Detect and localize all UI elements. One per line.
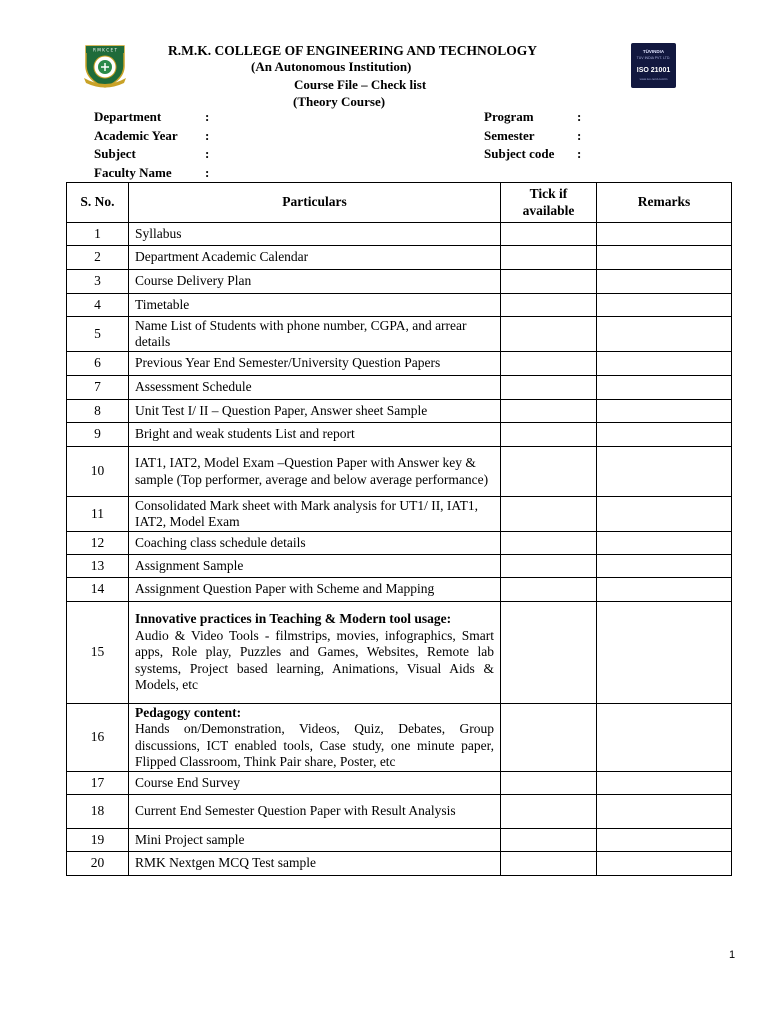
remarks-cell[interactable] (597, 795, 732, 829)
row-particulars: Previous Year End Semester/University Question Papers (129, 352, 501, 376)
tick-cell[interactable] (501, 246, 597, 270)
row-number: 11 (67, 497, 129, 532)
table-row (67, 294, 732, 317)
table-row (67, 246, 732, 270)
remarks-cell[interactable] (597, 772, 732, 795)
remarks-cell[interactable] (597, 555, 732, 578)
iso-certification-logo: TÜVINDIA TUV INDIA PVT. LTD. ISO 21001 www.tuv-nord.com/in (631, 43, 676, 88)
tick-cell[interactable] (501, 532, 597, 555)
row-particulars (129, 704, 501, 772)
tick-cell[interactable] (501, 704, 597, 772)
row-number: 3 (67, 270, 129, 294)
table-row (67, 772, 732, 795)
tick-cell[interactable] (501, 376, 597, 400)
table-row (67, 270, 732, 294)
header-particulars: Particulars (129, 183, 501, 223)
tick-cell[interactable] (501, 423, 597, 447)
table-row (67, 704, 732, 772)
remarks-cell[interactable] (597, 400, 732, 423)
row-number: 19 (67, 829, 129, 852)
tick-cell[interactable] (501, 555, 597, 578)
row-number: 14 (67, 578, 129, 602)
row-heading: Innovative practices in Teaching & Modern tool usage: (135, 611, 452, 627)
remarks-cell[interactable] (597, 829, 732, 852)
checklist-table (66, 182, 732, 876)
table-row (67, 795, 732, 829)
remarks-cell[interactable] (597, 376, 732, 400)
row-particulars: RMK Nextgen MCQ Test sample (129, 852, 501, 876)
table-row (67, 317, 732, 352)
table-row (67, 352, 732, 376)
row-number: 16 (67, 704, 129, 772)
row-heading: Pedagogy content: (135, 704, 242, 720)
row-number: 6 (67, 352, 129, 376)
logo-lettering: R M K C E T (92, 47, 118, 53)
table-row (67, 447, 732, 497)
table-row (67, 578, 732, 602)
remarks-cell[interactable] (597, 223, 732, 246)
tick-cell[interactable] (501, 400, 597, 423)
subject-label: Subject (94, 146, 136, 161)
tick-cell[interactable] (501, 223, 597, 246)
table-header-row (67, 183, 732, 223)
tick-cell[interactable] (501, 578, 597, 602)
remarks-cell[interactable] (597, 447, 732, 497)
remarks-cell[interactable] (597, 294, 732, 317)
department-colon: : (205, 109, 210, 124)
row-particulars: Assignment Question Paper with Scheme and Mapping (129, 578, 501, 602)
tick-cell[interactable] (501, 270, 597, 294)
row-number: 12 (67, 532, 129, 555)
row-particulars: Department Academic Calendar (129, 246, 501, 270)
remarks-cell[interactable] (597, 317, 732, 352)
academic-year-label: Academic Year (94, 128, 178, 143)
row-particulars: Assignment Sample (129, 555, 501, 578)
remarks-cell[interactable] (597, 352, 732, 376)
remarks-cell[interactable] (597, 532, 732, 555)
row-particulars (129, 602, 501, 704)
row-particulars: Course End Survey (129, 772, 501, 795)
row-particulars: Coaching class schedule details (129, 532, 501, 555)
page-number: 1 (729, 949, 736, 961)
header-remarks: Remarks (597, 183, 732, 223)
remarks-cell[interactable] (597, 246, 732, 270)
remarks-cell[interactable] (597, 578, 732, 602)
table-row (67, 602, 732, 704)
row-number: 8 (67, 400, 129, 423)
row-particulars: IAT1, IAT2, Model Exam –Question Paper with Answer key & sample (Top performer, average and below average performance) (129, 447, 501, 497)
header-sno: S. No. (67, 183, 129, 223)
table-row (67, 532, 732, 555)
tick-cell[interactable] (501, 352, 597, 376)
tick-cell[interactable] (501, 497, 597, 532)
tick-cell[interactable] (501, 772, 597, 795)
row-number: 2 (67, 246, 129, 270)
subject-colon: : (205, 146, 210, 161)
subject-code-label: Subject code (484, 146, 555, 161)
table-row (67, 423, 732, 447)
document-title: Course File – Check list (294, 77, 427, 92)
tick-cell[interactable] (501, 852, 597, 876)
remarks-cell[interactable] (597, 497, 732, 532)
remarks-cell[interactable] (597, 270, 732, 294)
college-logo (82, 42, 128, 88)
row-number: 7 (67, 376, 129, 400)
row-number: 10 (67, 447, 129, 497)
remarks-cell[interactable] (597, 423, 732, 447)
row-particulars: Unit Test I/ II – Question Paper, Answer sheet Sample (129, 400, 501, 423)
table-row (67, 555, 732, 578)
row-number: 17 (67, 772, 129, 795)
program-label: Program (484, 109, 534, 124)
tick-cell[interactable] (501, 829, 597, 852)
table-row (67, 400, 732, 423)
table-row (67, 852, 732, 876)
table-row (67, 497, 732, 532)
row-number: 20 (67, 852, 129, 876)
table-row (67, 829, 732, 852)
semester-colon: : (577, 128, 582, 143)
row-number: 4 (67, 294, 129, 317)
row-particulars: Bright and weak students List and report (129, 423, 501, 447)
row-number: 13 (67, 555, 129, 578)
row-number: 1 (67, 223, 129, 246)
row-number: 5 (67, 317, 129, 352)
college-name: R.M.K. COLLEGE OF ENGINEERING AND TECHNOLOGY (168, 43, 538, 58)
row-particulars: Course Delivery Plan (129, 270, 501, 294)
row-particulars: Syllabus (129, 223, 501, 246)
remarks-cell[interactable] (597, 852, 732, 876)
row-detail: Hands on/Demonstration, Videos, Quiz, Debates, Group discussions, ICT enabled tools, Case study, one minute paper, Flipped Classroom, Think Pair share, Poster, etc (135, 721, 494, 769)
tick-cell[interactable] (501, 447, 597, 497)
tick-cell[interactable] (501, 602, 597, 704)
row-number: 18 (67, 795, 129, 829)
subject-code-colon: : (577, 146, 582, 161)
row-particulars: Timetable (129, 294, 501, 317)
row-particulars: Consolidated Mark sheet with Mark analysis for UT1/ II, IAT1, IAT2, Model Exam (129, 497, 501, 532)
tick-cell[interactable] (501, 294, 597, 317)
remarks-cell[interactable] (597, 602, 732, 704)
semester-label: Semester (484, 128, 535, 143)
institution-subtitle: (An Autonomous Institution) (251, 59, 412, 74)
academic-year-colon: : (205, 128, 210, 143)
row-detail: Audio & Video Tools - filmstrips, movies, infographics, Smart apps, Role play, Puzzles and Games, Websites, Remote lab systems, Project based learning, Animations, Visual Aids & Models, etc (135, 627, 494, 693)
program-colon: : (577, 109, 582, 124)
faculty-name-label: Faculty Name (94, 165, 172, 180)
course-type: (Theory Course) (293, 94, 386, 109)
row-particulars: Name List of Students with phone number, CGPA, and arrear details (129, 317, 501, 352)
table-row (67, 223, 732, 246)
department-label: Department (94, 109, 162, 124)
row-number: 9 (67, 423, 129, 447)
header-tick-if-available: Tick if available (501, 183, 597, 223)
row-number: 15 (67, 602, 129, 704)
tick-cell[interactable] (501, 317, 597, 352)
row-particulars: Assessment Schedule (129, 376, 501, 400)
row-particulars: Mini Project sample (129, 829, 501, 852)
table-row (67, 376, 732, 400)
remarks-cell[interactable] (597, 704, 732, 772)
tick-cell[interactable] (501, 795, 597, 829)
faculty-name-colon: : (205, 165, 210, 180)
row-particulars: Current End Semester Question Paper with Result Analysis (129, 795, 501, 829)
